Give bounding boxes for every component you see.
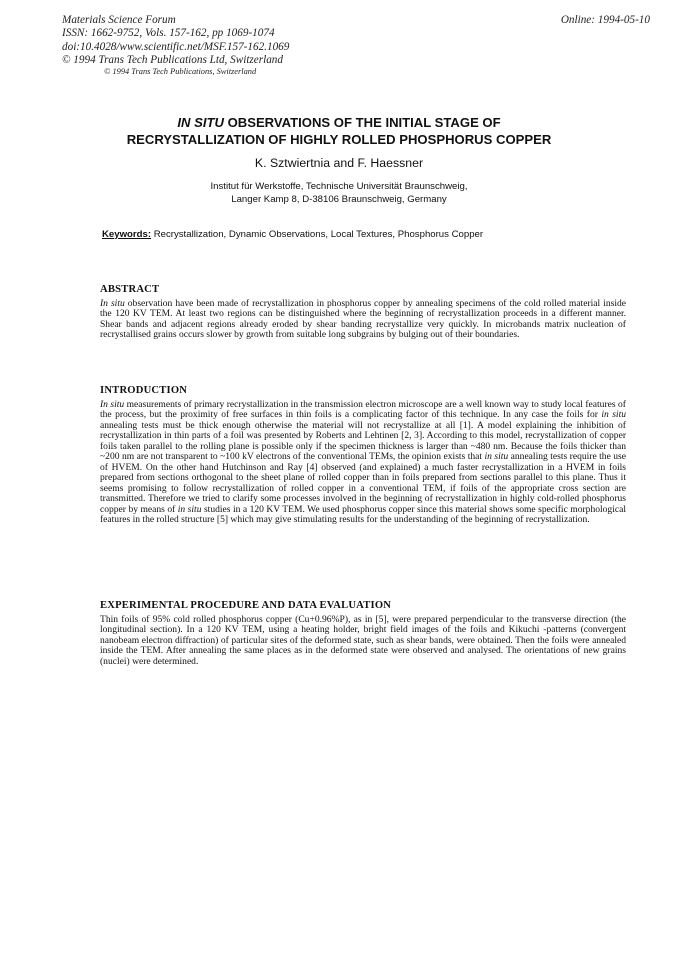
journal-header xyxy=(62,14,289,68)
title-line2: RECRYSTALLIZATION OF HIGHLY ROLLED PHOSPHORUS COPPER xyxy=(126,131,552,147)
issn-line: ISSN: 1662-9752, Vols. 157-162, pp 1069-1074 xyxy=(62,27,275,40)
copyright-line: © 1994 Trans Tech Publications Ltd, Switzerland xyxy=(62,54,283,67)
experimental-section xyxy=(100,600,626,667)
experimental-text: Thin foils of 95% cold rolled phosphorus copper (Cu+0.96%P), as in [5], were prepared perpendicular to the transverse direction (the longitudinal section). In a 120 KV TEM, using a heating holder, bright field images of the foils and Kikuchi -patterns (convergent nanobeam electron diffraction) of particular sites of the deformed state, such as shear bands, were obtained. Then the foils were annealed inside the TEM. After annealing the same places as in the deformed state were observed and analysed. The orientations of new grains (nuclei) were determined. xyxy=(100,614,626,667)
intro-italic-c: in situ xyxy=(177,503,202,515)
intro-lead-italic: In situ xyxy=(100,399,125,410)
abstract-section xyxy=(100,284,626,341)
abstract-lead-italic: In situ xyxy=(100,298,125,309)
affiliation-line2: Langer Kamp 8, D-38106 Braunschweig, Germany xyxy=(231,194,447,205)
introduction-text xyxy=(100,400,626,525)
intro-body-c: annealing tests require the use of HVEM. On the other hand Hutchinson and Ray [4] observed (and explained) a much faster recrystallization in a HVEM in foils prepared from sections orthogonal to the sheet plane of rolled copper than in foils prepared from sections parallel to this plane. Thus it seems promising to follow recrystallization of rolled copper in a conventional TEM, if foils of the appropriate cross section are transmitted. Therefore we tried to clarify some processes involved in the beginning of recrystallization in highly cold-rolled phosphorus copper by means of xyxy=(100,451,626,515)
keywords xyxy=(102,229,483,240)
intro-italic-a: in situ xyxy=(601,409,626,421)
introduction-heading: INTRODUCTION xyxy=(100,385,188,396)
introduction-section xyxy=(100,385,626,525)
intro-body-a: measurements of primary recrystallization in the transmission electron microscope are a well known way to study local features of the process, but the proximity of free surfaces in thin foils is a complicating factor of this technique. In any case the foils for xyxy=(100,399,626,421)
abstract-heading: ABSTRACT xyxy=(100,284,160,295)
keywords-label: Keywords: xyxy=(102,229,152,240)
intro-italic-b: in situ xyxy=(484,451,509,463)
title-line1: OBSERVATIONS OF THE INITIAL STAGE OF xyxy=(223,115,501,130)
authors: K. Sztwiertnia and F. Haessner xyxy=(254,156,424,170)
journal-name: Materials Science Forum xyxy=(62,14,176,26)
intro-body-d: studies in a 120 KV TEM. We used phosphorus copper since this material shows some specific morphological features in the rolled structure [5] which may give stimulating results for the understanding of the beginning of recrystallization. xyxy=(100,503,626,525)
affiliation xyxy=(0,180,678,206)
copyright-small: © 1994 Trans Tech Publications, Switzerland xyxy=(104,67,257,76)
experimental-heading: EXPERIMENTAL PROCEDURE AND DATA EVALUATION xyxy=(100,600,392,611)
online-date: Online: 1994-05-10 xyxy=(560,14,650,26)
doi-line: doi:10.4028/www.scientific.net/MSF.157-162.1069 xyxy=(62,40,290,53)
abstract-body: observation have been made of recrystallization in phosphorus copper by annealing specimens of the cold rolled material inside the 120 KV TEM. At least two regions can be distinguished where the beginning of recrystallization proceeds in a different manner. Shear bands and adjacent regions already eroded by shear banding recrystallize very quickly. In microbands matrix nucleation of recrystallised grains occurs slower by growth from suitable long subgrains by bulging out of their boundaries. xyxy=(100,298,626,341)
intro-body-b: annealing tests must be thick enough otherwise the material will not recrystallize at all [1]. A model explaining the inhibition of recrystallization in thin parts of a foil was presented by Roberts and Lehtinen [2, 3]. According to this model, recrystallization of copper foils taken parallel to the rolling plane is possible only if the specimen thickness is larger than ~480 nm. Because the foils thicker than ~200 nm are not transparent to ~100 kV electrons of the conventional TEMs, the opinion exists that xyxy=(100,419,626,463)
keywords-text: Recrystallization, Dynamic Observations, Local Textures, Phosphorus Copper xyxy=(151,229,484,240)
paper-title xyxy=(0,115,678,148)
title-italic: IN SITU xyxy=(177,115,224,130)
affiliation-line1: Institut für Werkstoffe, Technische Universität Braunschweig, xyxy=(210,181,468,192)
abstract-text xyxy=(100,299,626,341)
